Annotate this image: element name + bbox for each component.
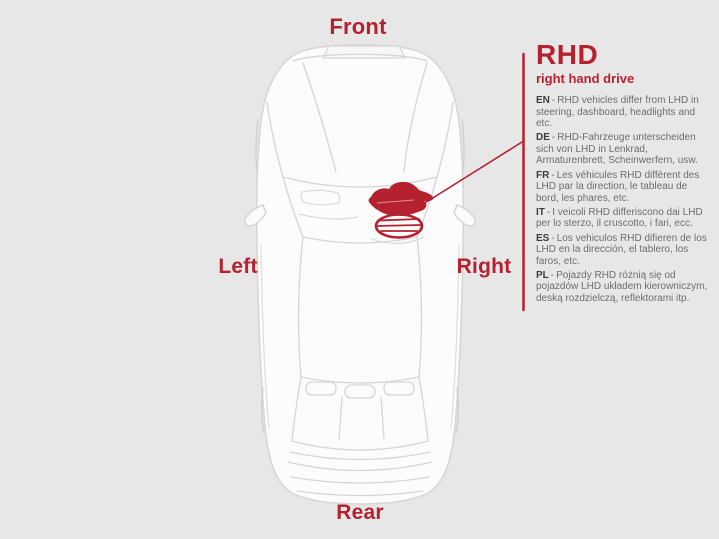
lang-text: I veicoli RHD differiscono dai LHD per lo sterzo, il cruscotto, i fari, ecc.	[536, 206, 703, 230]
entry-de	[536, 132, 708, 167]
label-front: Front	[329, 14, 387, 39]
lang-code: DE	[536, 132, 550, 144]
label-right: Right	[456, 255, 512, 278]
lang-code: EN	[536, 95, 550, 106]
lang-code: IT	[536, 206, 545, 218]
label-left: Left	[218, 255, 258, 278]
entry-es	[536, 233, 708, 268]
separator: -	[551, 169, 555, 181]
separator: -	[546, 206, 551, 218]
front-cowl-panel	[323, 46, 405, 58]
lang-code: FR	[536, 169, 550, 181]
lang-code: ES	[536, 232, 550, 244]
lang-text: Les véhicules RHD diffèrent des LHD par la direction, le tableau de bord, les phares, etc.	[536, 169, 700, 204]
entry-pl	[536, 270, 708, 305]
separator: -	[551, 232, 555, 244]
car-outline	[245, 45, 475, 504]
language-entries	[536, 95, 708, 305]
entry-it	[536, 207, 708, 230]
steering-wheel-spoke-2	[377, 225, 421, 226]
separator: -	[551, 132, 556, 144]
lang-text: Pojazdy RHD różnią się od pojazdów LHD układem kierowniczym, deską rozdzielczą, reflektorami itp.	[536, 269, 708, 304]
label-rear: Rear	[336, 501, 384, 524]
entry-en	[536, 95, 708, 130]
panel-subtitle: right hand drive	[536, 71, 635, 86]
separator: -	[550, 269, 555, 281]
lang-text: RHD-Fahrzeuge unterscheiden sich von LHD in Lenkrad, Armaturenbrett, Scheinwerfern, usw.	[536, 132, 698, 167]
car-body-path	[257, 45, 464, 504]
panel-title: RHD	[536, 39, 599, 70]
lang-text: Los vehiculos RHD difieren de los LHD en la dirección, el tablero, los faros, etc.	[536, 232, 707, 267]
lang-code: PL	[536, 269, 549, 281]
entry-fr	[536, 170, 708, 205]
rhd-info-panel	[536, 39, 708, 307]
separator: -	[551, 95, 556, 106]
lang-text: RHD vehicles differ from LHD in steering, dashboard, headlights and etc.	[536, 95, 699, 130]
